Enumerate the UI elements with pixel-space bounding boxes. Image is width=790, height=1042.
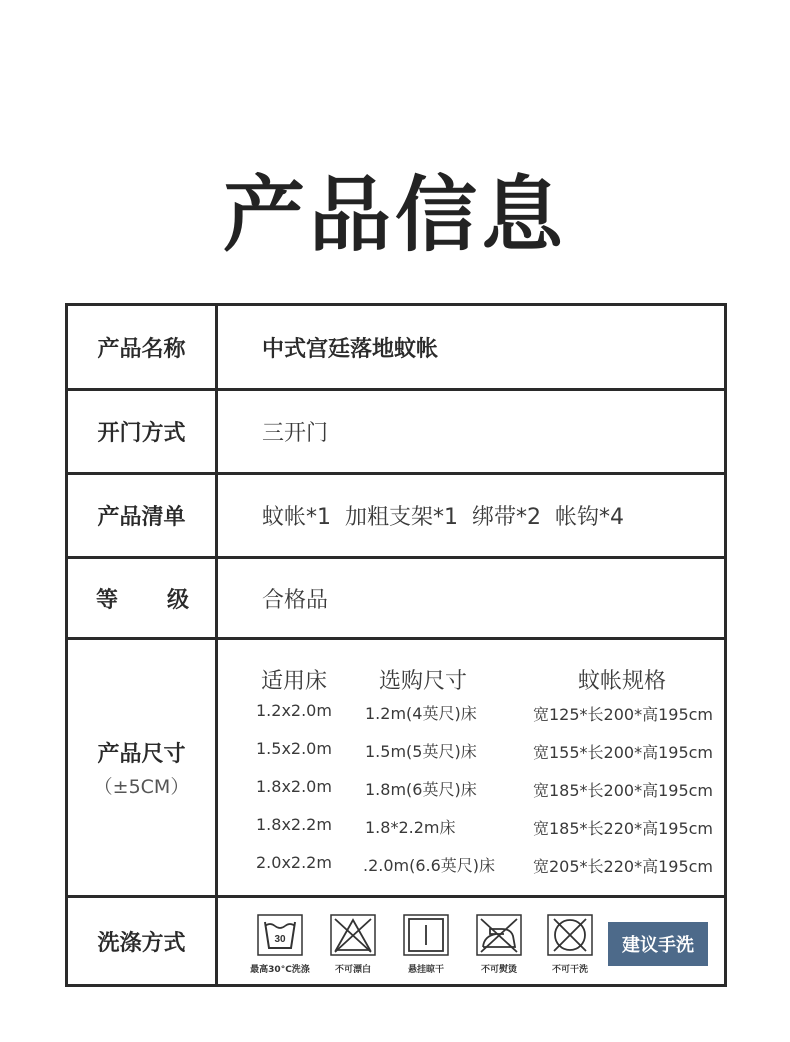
size-cell: .2.0m(6.6英尺)床 (363, 856, 496, 875)
size-cell: 1.8x2.2m (256, 815, 332, 834)
product-name-value: 中式宫廷落地蚊帐 (262, 336, 439, 362)
care-caption: 不可漂白 (334, 965, 371, 975)
size-header-purchase: 选购尺寸 (379, 669, 468, 694)
care-caption: 悬挂晾干 (407, 965, 444, 975)
row-label: 开门方式 (68, 391, 218, 472)
size-cell: 宽185*长200*高195cm (533, 781, 714, 800)
size-cell: 1.5x2.0m (256, 739, 332, 758)
grade-label-b: 级 (166, 587, 189, 613)
row-package-list (68, 475, 724, 559)
size-cell: 1.5m(5英尺)床 (365, 742, 477, 761)
care-no-bleach (313, 914, 393, 975)
no-bleach-icon (330, 914, 376, 956)
size-cell: 宽155*长200*高195cm (533, 743, 714, 762)
care-caption: 不可熨烫 (480, 965, 517, 975)
size-tolerance: （±5CM） (93, 775, 190, 798)
row-label (68, 640, 218, 895)
care-hang-dry (386, 914, 466, 975)
row-washing (68, 898, 724, 984)
no-dry-clean-icon (547, 914, 593, 956)
row-product-size (68, 640, 724, 898)
door-style-value: 三开门 (262, 421, 329, 446)
no-iron-icon (476, 914, 522, 956)
size-cell: 宽185*长220*高195cm (533, 819, 714, 838)
care-no-dry-clean (530, 914, 610, 975)
hang-dry-icon (403, 914, 449, 956)
size-cell: 2.0x2.2m (256, 853, 332, 872)
package-list-value: 蚊帐*1 加粗支架*1 绑带*2 帐钩*4 (262, 505, 624, 530)
size-cell: 1.2x2.0m (256, 701, 332, 720)
size-cell: 宽205*长220*高195cm (533, 857, 714, 876)
wash-temp: 30 (274, 934, 286, 945)
care-wash-30 (240, 914, 320, 975)
hand-wash-badge: 建议手洗 (608, 922, 708, 966)
row-product-name (68, 306, 724, 391)
row-label: 产品名称 (68, 306, 218, 388)
grade-label-a: 等 (96, 587, 119, 613)
size-cell: 1.2m(4英尺)床 (365, 704, 477, 723)
row-grade (68, 559, 724, 640)
size-cell: 宽125*长200*高195cm (533, 705, 714, 724)
product-info-table (65, 303, 727, 987)
size-cell: 1.8m(6英尺)床 (365, 780, 477, 799)
care-no-iron (459, 914, 539, 975)
size-cell: 1.8x2.0m (256, 777, 332, 796)
row-label: 洗涤方式 (68, 898, 218, 984)
row-label: 产品清单 (68, 475, 218, 556)
size-cell: 1.8*2.2m床 (365, 818, 456, 837)
page-title: 产品信息 (222, 168, 567, 263)
wash-30-icon (257, 914, 303, 956)
size-label: 产品尺寸 (97, 741, 186, 767)
row-door-style (68, 391, 724, 475)
size-header-bed: 适用床 (261, 669, 328, 694)
size-header-spec: 蚊帐规格 (578, 669, 667, 694)
care-caption: 最高30°C洗涤 (250, 965, 310, 975)
row-label (68, 559, 218, 637)
care-caption: 不可干洗 (551, 965, 588, 975)
grade-value: 合格品 (262, 587, 329, 613)
